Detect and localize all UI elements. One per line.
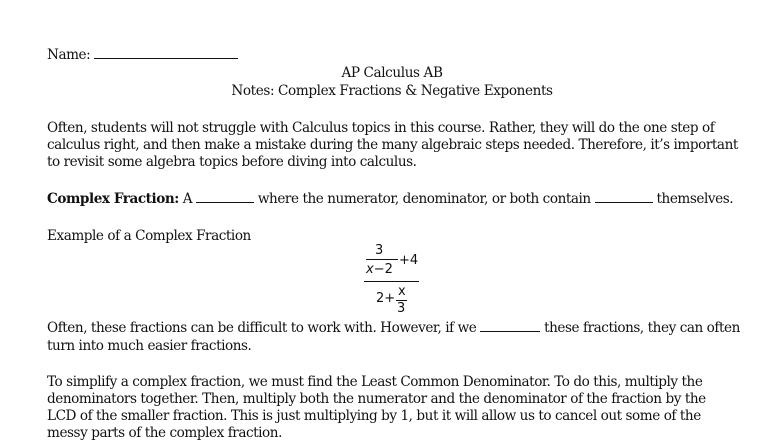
definition-text-1: A <box>178 191 196 207</box>
definition-text-3: themselves. <box>652 191 734 207</box>
definition-blank-1[interactable] <box>196 191 254 203</box>
num-fraction-top: 3 <box>375 243 384 258</box>
difficulty-text-2: these fractions, they can often <box>540 320 740 336</box>
num-plus-term: +4 <box>399 253 419 268</box>
num-inner-bar <box>366 259 398 260</box>
intro-line-3: to revisit some algebra topics before diving into calculus. <box>47 154 417 170</box>
intro-line-1: Often, students will not struggle with Calculus topics in this course. Rather, they will do the one step of <box>47 120 715 136</box>
procedure-line-3: LCD of the smaller fraction. This is just multiplying by 1, but it will allow us to cancel out some of the <box>47 408 701 424</box>
procedure-line-4: messy parts of the complex fraction. <box>47 425 282 441</box>
main-fraction-bar <box>364 281 419 282</box>
procedure-line-1: To simplify a complex fraction, we must find the Least Common Denominator. To do this, multiply the <box>47 374 703 390</box>
definition-text-2: where the numerator, denominator, or both contain <box>253 191 595 207</box>
den-fraction-top: x <box>398 284 406 299</box>
definition-blank-2[interactable] <box>595 191 653 203</box>
definition-row <box>47 191 733 207</box>
procedure-line-2: denominators together. Then, multiply both the numerator and the denominator of the fraction by the <box>47 391 706 407</box>
difficulty-blank[interactable] <box>480 320 540 332</box>
difficulty-line-2: turn into much easier fractions. <box>47 338 252 354</box>
page-subtitle: Notes: Complex Fractions & Negative Exponents <box>231 83 553 99</box>
den-left-term: 2+ <box>376 291 396 306</box>
course-title: AP Calculus AB <box>341 65 443 81</box>
den-fraction-bottom: 3 <box>397 301 406 316</box>
difficulty-line-1 <box>47 320 740 336</box>
num-fraction-bottom: x−2 <box>366 262 393 277</box>
name-label: Name: <box>47 47 95 63</box>
name-blank[interactable] <box>94 47 238 59</box>
definition-term: Complex Fraction: <box>47 191 179 207</box>
difficulty-text-1: Often, these fractions can be difficult to work with. However, if we <box>47 320 481 336</box>
intro-line-2: calculus right, and then make a mistake during the many algebraic steps needed. Therefore, it’s important <box>47 137 738 153</box>
example-label: Example of a Complex Fraction <box>47 228 251 244</box>
name-field-row <box>47 47 238 63</box>
